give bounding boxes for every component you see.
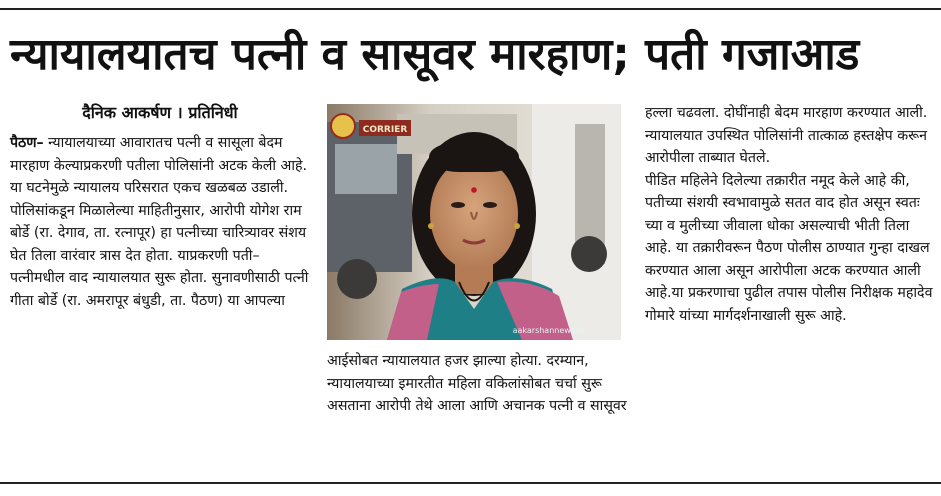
- paragraph-3: पोलिसांकडून मिळालेल्या माहितीनुसार, आरोपी योगेश राम बोर्डे (रा. देगाव, ता. रत्नापूर) हा पत्नीच्या चारित्र्यावर संशय घेत तिला वारंवार त्रास देत होता. याप्रकरणी पती–पत्नीमधील वाद न्यायालयात सुरू होता. सुनावणीसाठी पत्नी गीता बोर्डे (रा. अमरापूर बंधुडी, ता. पैठण) या आपल्या: [10, 202, 309, 309]
- paragraph-1-text: न्यायालयाच्या आवारातच पत्नी व सासूला बेदम मारहाण केल्याप्रकरणी पतीला पोलिसांनी अटक केली आहे.: [10, 135, 308, 174]
- column-3: [645, 102, 937, 327]
- paragraph-2: या घटनेमुळे न्यायालय परिसरात एकच खळबळ उडाली.: [10, 180, 289, 196]
- top-rule: [0, 8, 941, 10]
- byline: दैनिक आकर्षण । प्रतिनिधी: [82, 103, 238, 122]
- bottom-rule: [0, 482, 941, 484]
- paragraph-6: पीडित महिलेने दिलेल्या तक्रारीत नमूद केले आहे की, पतीच्या संशयी स्वभावामुळे सतत वाद होत असून स्वतः च्या व मुलीच्या जीवाला धोका असल्याची भीती तिला आहे. या तक्रारीवरून पैठण पोलीस ठाण्यात गुन्हा दाखल करण्यात आला असून आरोपीला अटक करण्यात आली आहे.या प्रकरणाचा पुढील तपास पोलीस निरीक्षक महादेव गोमारे यांच्या मार्गदर्शनाखाली सुरू आहे.: [645, 172, 933, 324]
- headline: न्यायालयातच पत्नी व सासूवर मारहाण; पती गजाआड: [10, 29, 860, 80]
- truck-sign-text: CORRIER: [362, 125, 408, 135]
- paragraph-1: [10, 132, 310, 177]
- column-2: [327, 350, 627, 418]
- news-photo: [327, 104, 621, 340]
- column-1: [10, 102, 310, 312]
- paragraph-4: आईसोबत न्यायालयात हजर झाल्या होत्या. दरम्यान, न्यायालयाच्या इमारतीत महिला वकिलांसोबत चर्चा सुरू असताना आरोपी तेथे आला आणि अचानक पत्नी व सासूवर: [327, 353, 627, 414]
- paragraph-5: हल्ला चढवला. दोघींनाही बेदम मारहाण करण्यात आली. न्यायालयात उपस्थित पोलिसांनी तात्काळ हस्तक्षेप करून आरोपीला ताब्यात घेतले.: [645, 105, 928, 166]
- photo-watermark: aakarshannews.tv: [512, 326, 586, 335]
- woman-portrait-image: [327, 104, 621, 340]
- dateline: पैठण–: [10, 135, 44, 151]
